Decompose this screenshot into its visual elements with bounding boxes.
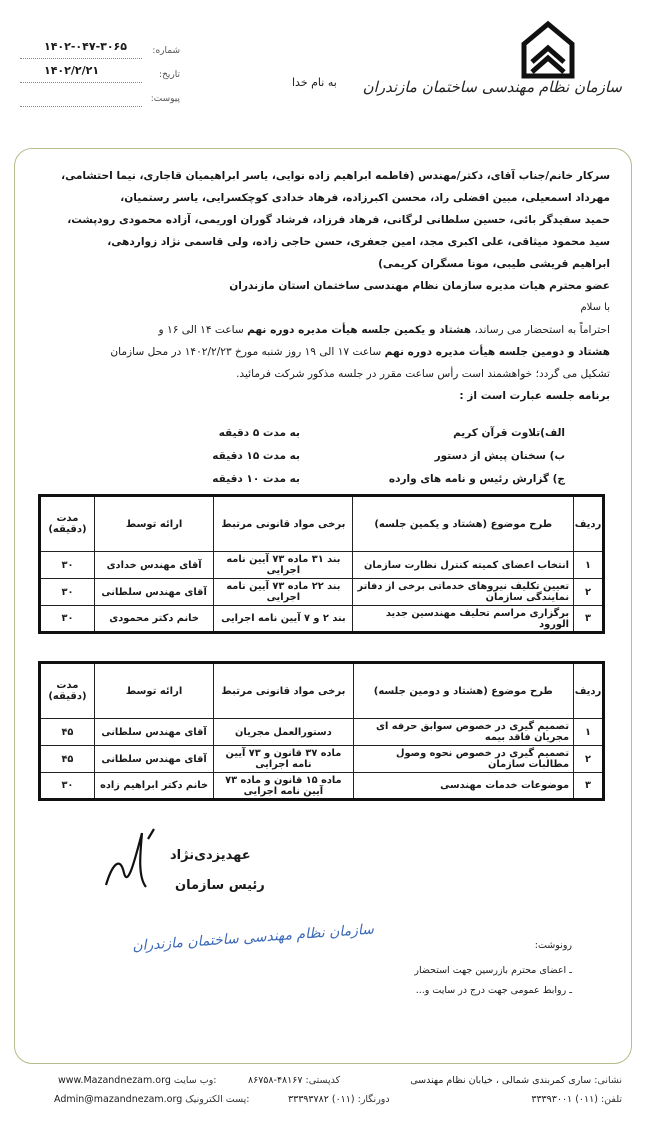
- agenda-item-title: ج) گزارش رئیس و نامه های وارده: [388, 473, 565, 485]
- table-cell: بند ۳۱ ماده ۷۳ آیین نامه اجرایی: [214, 552, 353, 579]
- table-header-cell: مدت (دقیقه): [40, 496, 95, 552]
- table-header-cell: ردیف: [574, 663, 604, 719]
- cc-item: ـ روابط عمومی جهت درج در سایت و...: [415, 985, 572, 996]
- agenda-table-meeting-82: [38, 661, 605, 801]
- table-cell: ماده ۱۵ قانون و ماده ۷۳ آیین نامه اجرایی: [214, 773, 353, 800]
- table-cell: خانم دکتر محمودی: [94, 606, 213, 633]
- agenda-item-duration: به مدت ۱۰ دقیقه: [212, 473, 300, 485]
- table-cell: ۱: [574, 719, 604, 746]
- agenda-item-title: الف)تلاوت قرآن کریم: [453, 427, 565, 439]
- table-header-cell: ارائه توسط: [94, 496, 213, 552]
- signatory-name: عهدیزدی‌نژاد: [170, 848, 251, 863]
- signatory-title: رئیس سازمان: [175, 878, 265, 893]
- agenda-item-duration: به مدت ۵ دقیقه: [218, 427, 300, 439]
- bismillah-heading: به نام خدا: [292, 76, 337, 89]
- agenda-item-title: ب) سخنان پیش از دستور: [434, 450, 565, 462]
- footer-postal-code: کدپستی: ۴۸۱۶۷-۸۶۷۵۸: [248, 1075, 341, 1086]
- table-row: [40, 606, 604, 633]
- table-row: [40, 552, 604, 579]
- organization-name-script: سازمان نظام مهندسی ساختمان مازندران: [362, 78, 622, 96]
- salutation: با سلام: [580, 302, 610, 313]
- table-cell: خانم دکتر ابراهیم زاده: [94, 773, 213, 800]
- table-cell: ۳: [574, 606, 604, 633]
- table-cell: ۳۰: [40, 552, 95, 579]
- letter-footer: [0, 1068, 650, 1127]
- cc-title: رونوشت:: [534, 940, 572, 951]
- recipient-line: ابراهیم قریشی طیبی، مونا مسگران کریمی): [378, 258, 610, 270]
- meta-date-label: تاریخ:: [159, 70, 180, 80]
- letter-body: [30, 165, 610, 407]
- meta-attachment-row: [20, 86, 180, 110]
- recipient-line: مهرداد اسمعیلی، مبین افضلی راد، محسن اکبرزاده، فرهاد خدادی کوچکسرایی، یاسر رستمیان،: [120, 192, 610, 204]
- agenda-table-meeting-81: [38, 494, 605, 634]
- meta-attachment-label: پیوست:: [150, 94, 180, 104]
- agenda-item: [65, 450, 565, 473]
- table-cell: بند ۲ و ۷ آیین نامه اجرایی: [214, 606, 353, 633]
- table-header-cell: برخی مواد قانونی مرتبط: [214, 496, 353, 552]
- body-line-2: هشتاد و دومین جلسه هیأت مدیره دوره نهم ساعت ۱۷ الی ۱۹ روز شنبه مورخ ۱۴۰۲/۲/۲۳ در محل سازمان: [110, 346, 610, 358]
- table-cell: ۳: [574, 773, 604, 800]
- agenda-item: [65, 473, 565, 496]
- addressee-title: عضو محترم هیات مدیره سازمان نظام مهندسی ساختمان استان مازندران: [229, 280, 610, 292]
- table-header-row: [40, 663, 604, 719]
- table-row: [40, 746, 604, 773]
- recipient-line: حمید سفیدگر بائی، حسین سلطانی لرگانی، فرهاد فرزاد، فرشاد گوران اوریمی، آزاده محمودی رودپشت،: [67, 214, 610, 226]
- table-cell: ۴۵: [40, 746, 95, 773]
- table-cell: آقای مهندس سلطانی: [94, 746, 213, 773]
- table-cell: ماده ۳۷ قانون و ۷۳ آیین نامه اجرایی: [214, 746, 353, 773]
- table-cell: ۳۰: [40, 773, 95, 800]
- footer-fax: دورنگار: (۰۱۱) ۳۳۳۹۳۷۸۲: [288, 1094, 390, 1105]
- cc-item: ـ اعضای محترم بازرسین جهت استحضار: [414, 965, 572, 976]
- table-header-cell: ردیف: [574, 496, 604, 552]
- table-cell: تصمیم گیری در خصوص نحوه وصول مطالبات سازمان: [353, 746, 573, 773]
- footer-email-link[interactable]: Admin@mazandnezam.org پست الکترونیک:: [54, 1094, 250, 1105]
- table-cell: آقای مهندس سلطانی: [94, 579, 213, 606]
- body-line-1: احتراماً به استحضار می رساند، هشتاد و یکمین جلسه هیأت مدیره دوره نهم ساعت ۱۴ الی ۱۶ و: [158, 324, 610, 336]
- table-cell: ۳۰: [40, 579, 95, 606]
- table-cell: ۳۰: [40, 606, 95, 633]
- footer-website-link[interactable]: www.Mazandnezam.org وب سایت:: [58, 1075, 217, 1086]
- table-header-cell: ارائه توسط: [94, 663, 213, 719]
- table-cell: آقای مهندس سلطانی: [94, 719, 213, 746]
- table-cell: تعیین تکلیف نیروهای خدماتی برخی از دفاتر نمایندگی سازمان: [353, 579, 574, 606]
- body-line-3: تشکیل می گردد؛ خواهشمند است رأس ساعت مقرر در جلسه مذکور شرکت فرمائید.: [236, 368, 610, 380]
- organization-stamp: سازمان نظام مهندسی ساختمان مازندران: [131, 921, 375, 955]
- footer-address: نشانی: ساری کمربندی شمالی ، خیابان نظام مهندسی: [410, 1075, 622, 1086]
- meta-date-value: ۱۴۰۲/۲/۲۱: [44, 64, 100, 77]
- table-header-cell: مدت (دقیقه): [40, 663, 95, 719]
- organization-logo-icon: [518, 18, 578, 80]
- carbon-copy: [414, 940, 572, 1001]
- table-row: [40, 773, 604, 800]
- table-cell: ۲: [574, 579, 604, 606]
- recipient-line: سید محمود میثاقی، علی اکبری مجد، امین جعفری، حسن حاجی زاده، ولی قاسمی نژاد زواردهی،: [107, 236, 610, 248]
- table-header-row: [40, 496, 604, 552]
- agenda-title: برنامه جلسه عبارت است از :: [459, 390, 610, 402]
- footer-phone: تلفن: (۰۱۱) ۳۳۳۹۳۰۰۱: [531, 1094, 622, 1105]
- table-header-cell: برخی مواد قانونی مرتبط: [214, 663, 353, 719]
- meta-number-label: شماره:: [152, 46, 180, 56]
- table-cell: ۴۵: [40, 719, 95, 746]
- table-cell: دستورالعمل مجریان: [214, 719, 353, 746]
- agenda-list: [65, 427, 565, 496]
- agenda-item: [65, 427, 565, 450]
- table-cell: بند ۲۲ ماده ۷۳ آیین نامه اجرایی: [214, 579, 353, 606]
- meta-date-row: [20, 62, 180, 86]
- meta-number-row: [20, 38, 180, 62]
- table-cell: انتخاب اعضای کمیته کنترل نظارت سازمان: [353, 552, 574, 579]
- table-cell: موضوعات خدمات مهندسی: [353, 773, 573, 800]
- table-cell: تصمیم گیری در خصوص سوابق حرفه ای مجریان فاقد بیمه: [353, 719, 573, 746]
- recipient-line: سرکار خانم/جناب آقای، دکتر/مهندس (فاطمه ابراهیم زاده نوایی، یاسر ابراهیمیان قاجاری، نیما احتشامی،: [61, 170, 610, 182]
- table-row: [40, 579, 604, 606]
- table-cell: برگزاری مراسم تحلیف مهندسین جدید الورود: [353, 606, 574, 633]
- table-cell: ۲: [574, 746, 604, 773]
- table-header-cell: طرح موضوع (هشتاد و یکمین جلسه): [353, 496, 574, 552]
- letter-meta: [20, 38, 180, 110]
- table-header-cell: طرح موضوع (هشتاد و دومین جلسه): [353, 663, 573, 719]
- table-cell: آقای مهندس خدادی: [94, 552, 213, 579]
- meta-number-value: ۱۴۰۲-۰۴۷-۳۰۶۵: [44, 40, 127, 53]
- agenda-item-duration: به مدت ۱۵ دقیقه: [212, 450, 300, 462]
- signature-scribble-icon: [98, 825, 164, 897]
- table-cell: ۱: [574, 552, 604, 579]
- table-row: [40, 719, 604, 746]
